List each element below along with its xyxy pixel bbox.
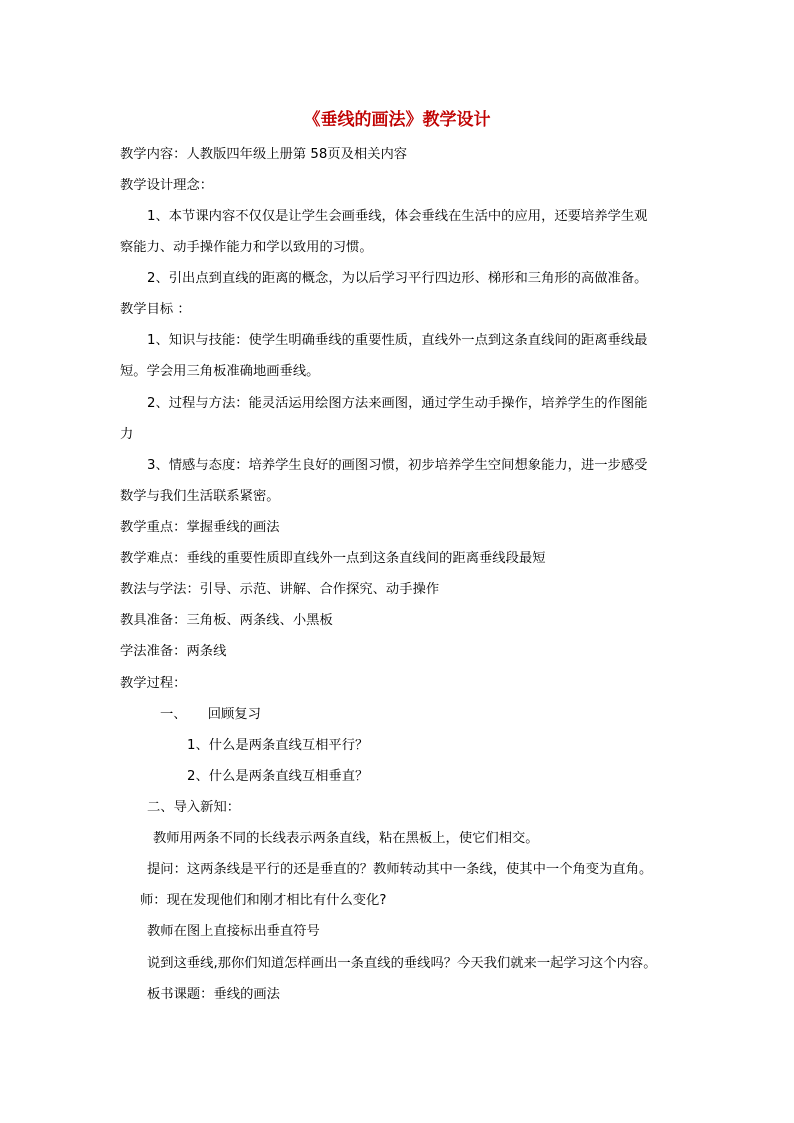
content-line: 教学重点：掌握垂线的画法 — [120, 520, 280, 535]
paragraph-line: 教师用两条不同的长线表示两条直线，粘在黑板上，使它们相交。 — [153, 831, 539, 846]
section-heading: 教学设计理念： — [120, 178, 214, 193]
paragraph-line: 板书课题：垂线的画法 — [147, 987, 280, 1002]
content-line: 学法准备：两条线 — [120, 644, 227, 659]
list-item: 2、什么是两条直线互相垂直？ — [187, 769, 369, 784]
paragraph-line: 说到这垂线,那你们知道怎样画出一条直线的垂线吗？今天我们就来一起学习这个内容。 — [147, 956, 657, 971]
paragraph-line: 1、知识与技能：使学生明确垂线的重要性质，直线外一点到这条直线间的距离垂线最 — [147, 333, 648, 348]
paragraph-line: 3、情感与态度：培养学生良好的画图习惯，初步培养学生空间想象能力，进一步感受 — [147, 458, 648, 473]
content-line: 教学内容：人教版四年级上册第 58页及相关内容 — [120, 147, 408, 162]
section-heading: 教学目标 ： — [120, 302, 191, 317]
content-line: 教学难点：垂线的重要性质即直线外一点到这条直线间的距离垂线段最短 — [120, 551, 546, 566]
paragraph-line: 师：现在发现他们和刚才相比有什么变化? — [140, 893, 387, 908]
paragraph-line: 力 — [120, 427, 134, 442]
list-heading: 二、导入新知： — [147, 800, 241, 815]
paragraph-line: 2、引出点到直线的距离的概念，为以后学习平行四边形、梯形和三角形的高做准备。 — [147, 271, 648, 286]
document-title: 《垂线的画法》教学设计 — [303, 110, 491, 130]
paragraph-line: 教师在图上直接标出垂直符号 — [147, 924, 320, 939]
content-line: 教具准备：三角板、两条线、小黑板 — [120, 613, 333, 628]
content-line: 教法与学法：引导、示范、讲解、合作探究、动手操作 — [120, 582, 440, 597]
paragraph-line: 提问：这两条线是平行的还是垂直的？教师转动其中一条线，使其中一个角变为直角。 — [147, 862, 653, 877]
paragraph-line: 1、本节课内容不仅仅是让学生会画垂线，体会垂线在生活中的应用，还要培养学生观 — [147, 209, 648, 224]
list-item: 1、什么是两条直线互相平行？ — [187, 738, 369, 753]
paragraph-line: 数学与我们生活联系紧密。 — [120, 489, 280, 504]
section-heading: 教学过程： — [120, 676, 187, 691]
paragraph-line: 短。学会用三角板准确地画垂线。 — [120, 364, 320, 379]
paragraph-line: 2、过程与方法：能灵活运用绘图方法来画图，通过学生动手操作，培养学生的作图能 — [147, 396, 648, 411]
list-heading: 一、 回顾复习 — [160, 707, 261, 722]
paragraph-line: 察能力、动手操作能力和学以致用的习惯。 — [120, 240, 373, 255]
